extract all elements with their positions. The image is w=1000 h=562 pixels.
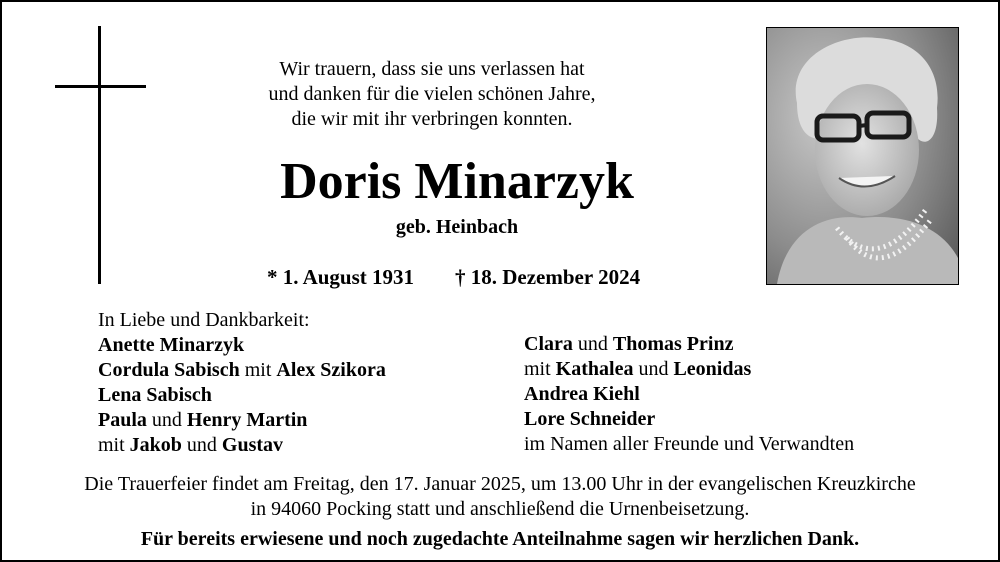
- mourner-conjunction: mit: [98, 434, 125, 456]
- mourner-line: [98, 333, 478, 358]
- death-date: † 18. Dezember 2024: [455, 265, 641, 289]
- intro-text: [232, 57, 632, 132]
- mourner-line: [98, 383, 478, 408]
- mourner-line: im Namen aller Freunde und Verwandten: [524, 433, 855, 455]
- mourner-name: Kathalea: [555, 358, 634, 380]
- ceremony-line: Die Trauerfeier findet am Freitag, den 17. Januar 2025, um 13.00 Uhr in der evangelischen Kreuzkirche: [84, 473, 916, 495]
- intro-line: Wir trauern, dass sie uns verlassen hat: [279, 58, 585, 80]
- mourner-name: Anette Minarzyk: [98, 334, 245, 356]
- mourner-name: Henry Martin: [186, 409, 308, 431]
- mourner-name: Paula: [98, 409, 147, 431]
- mourner-name: Lore Schneider: [524, 408, 656, 430]
- thanks-line: Für bereits erwiesene und noch zugedachte Anteilnahme sagen wir herzlichen Dank.: [140, 528, 860, 550]
- mourners-right: [524, 332, 964, 457]
- mourner-name: Leonidas: [673, 358, 752, 380]
- mourner-name: Gustav: [221, 434, 284, 456]
- portrait-image: [767, 28, 958, 284]
- portrait-photo: [766, 27, 959, 285]
- mourner-line: [98, 408, 478, 433]
- mourner-conjunction: und: [577, 333, 608, 355]
- mourner-line: [524, 382, 964, 407]
- mourner-conjunction: und: [638, 358, 669, 380]
- intro-line: und danken für die vielen schönen Jahre,: [268, 83, 596, 105]
- cross-icon: [98, 26, 101, 284]
- birth-name: geb. Heinbach: [395, 216, 519, 238]
- mourner-name: Andrea Kiehl: [524, 383, 640, 405]
- mourner-name: Lena Sabisch: [98, 384, 212, 406]
- mourner-name: Alex Szikora: [276, 359, 386, 381]
- mourner-conjunction: mit: [244, 359, 272, 381]
- mourner-name: Jakob: [129, 434, 182, 456]
- mourner-line: [98, 358, 478, 383]
- mourner-conjunction: und: [186, 434, 217, 456]
- mourner-conjunction: und: [151, 409, 182, 431]
- intro-line: die wir mit ihr verbringen konnten.: [291, 108, 573, 130]
- mourner-name: Cordula Sabisch: [98, 359, 240, 381]
- mourners-heading: In Liebe und Dankbarkeit:: [98, 309, 310, 331]
- mourner-line: [524, 332, 964, 357]
- birth-date: * 1. August 1931: [267, 265, 415, 289]
- ceremony-line: in 94060 Pocking statt und anschließend die Urnenbeisetzung.: [250, 498, 750, 520]
- mourners-left: [98, 308, 478, 458]
- mourner-line: [524, 407, 964, 432]
- mourner-conjunction: mit: [524, 358, 551, 380]
- mourner-line: [98, 433, 478, 458]
- ceremony-info: [12, 472, 988, 522]
- mourner-name: Clara: [524, 333, 573, 355]
- cross-icon-crossbar: [55, 85, 146, 88]
- mourner-line: [524, 357, 964, 382]
- mourner-name: Thomas Prinz: [612, 333, 734, 355]
- deceased-name: Doris Minarzyk: [280, 153, 634, 210]
